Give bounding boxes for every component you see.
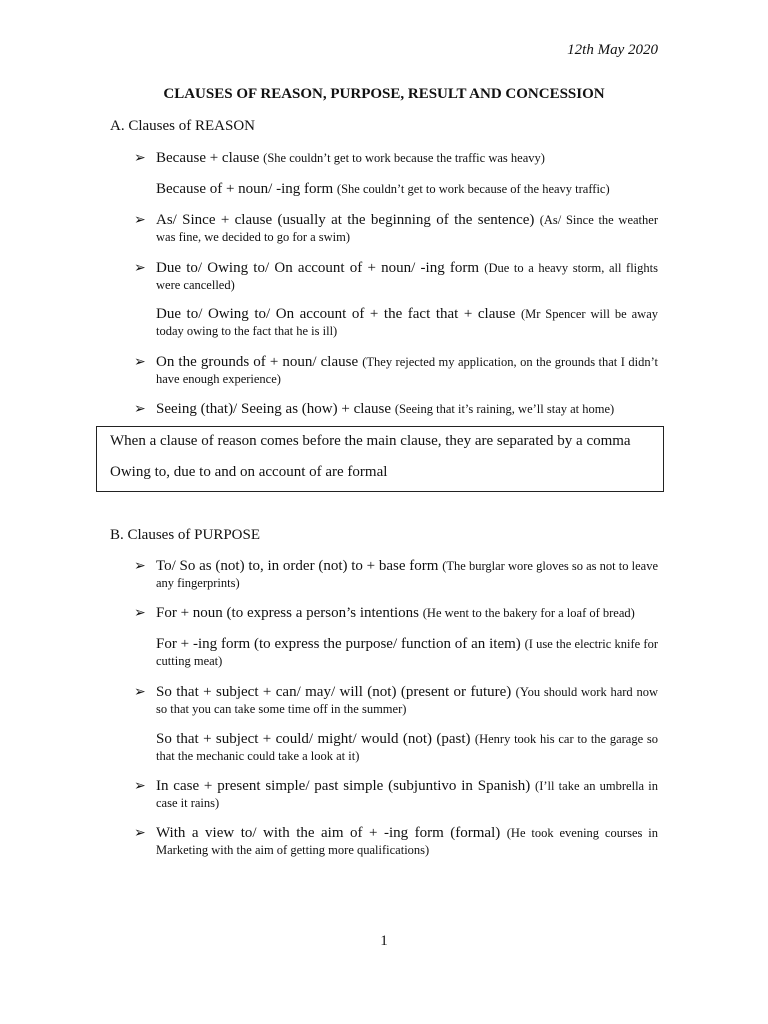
arrowhead-bullet-icon: ➢ bbox=[134, 559, 146, 574]
arrowhead-bullet-icon: ➢ bbox=[134, 826, 146, 841]
reason-item-due-to-fact bbox=[156, 306, 658, 340]
purpose-item-to-so-as bbox=[156, 558, 658, 592]
item-example: (He took evening courses in Marketing with the aim of getting more qualifications) bbox=[156, 826, 658, 857]
item-rule: On the grounds of + noun/ clause bbox=[156, 354, 359, 370]
purpose-item-in-case bbox=[156, 778, 658, 812]
arrowhead-bullet-icon: ➢ bbox=[134, 685, 146, 700]
purpose-item-for-ing bbox=[156, 636, 658, 670]
item-example: (Henry took his car to the garage so that the mechanic could take a look at it) bbox=[156, 732, 659, 763]
item-rule: So that + subject + can/ may/ will (not) (present or future) bbox=[156, 684, 512, 700]
section-a-heading: A. Clauses of REASON bbox=[110, 118, 255, 134]
note-box bbox=[96, 426, 664, 492]
item-example: (I use the electric knife for cutting meat) bbox=[156, 637, 659, 668]
item-example: (He went to the bakery for a loaf of bread) bbox=[422, 606, 635, 620]
item-example: (You should work hard now so that you can take some time off in the summer) bbox=[156, 685, 658, 716]
reason-item-as-since bbox=[156, 212, 658, 246]
arrowhead-bullet-icon: ➢ bbox=[134, 213, 146, 228]
item-example: (They rejected my application, on the grounds that I didn’t have enough experience) bbox=[156, 355, 659, 386]
item-rule: Seeing (that)/ Seeing as (how) + clause bbox=[156, 401, 392, 417]
purpose-item-for-noun bbox=[156, 605, 658, 622]
item-example: (Seeing that it’s raining, we’ll stay at home) bbox=[394, 402, 615, 416]
page-number: 1 bbox=[380, 933, 388, 949]
section-b-heading: B. Clauses of PURPOSE bbox=[110, 527, 261, 543]
item-rule: Due to/ Owing to/ On account of + the fact that + clause bbox=[156, 306, 516, 322]
document-title: CLAUSES OF REASON, PURPOSE, RESULT AND CONCESSION bbox=[163, 86, 605, 102]
arrowhead-bullet-icon: ➢ bbox=[134, 355, 146, 370]
note-line: Owing to, due to and on account of are formal bbox=[110, 464, 388, 480]
item-rule: To/ So as (not) to, in order (not) to + base form bbox=[156, 558, 439, 574]
item-rule: With a view to/ with the aim of + -ing form (formal) bbox=[156, 825, 501, 841]
arrowhead-bullet-icon: ➢ bbox=[134, 261, 146, 276]
purpose-item-with-a-view bbox=[156, 825, 658, 859]
item-rule: Because of + noun/ -ing form bbox=[156, 181, 334, 197]
purpose-item-so-that-past bbox=[156, 731, 658, 765]
reason-item-grounds bbox=[156, 354, 658, 388]
item-rule: So that + subject + could/ might/ would (not) (past) bbox=[156, 731, 471, 747]
arrowhead-bullet-icon: ➢ bbox=[134, 151, 146, 166]
note-line: When a clause of reason comes before the main clause, they are separated by a comma bbox=[110, 433, 631, 449]
reason-item-because-of bbox=[156, 181, 658, 198]
arrowhead-bullet-icon: ➢ bbox=[134, 779, 146, 794]
item-example: (The burglar wore gloves so as not to leave any fingerprints) bbox=[156, 559, 658, 590]
item-rule: In case + present simple/ past simple (subjuntivo in Spanish) bbox=[156, 778, 531, 794]
item-rule: As/ Since + clause (usually at the beginning of the sentence) bbox=[156, 212, 535, 228]
item-rule: Because + clause bbox=[156, 150, 260, 166]
arrowhead-bullet-icon: ➢ bbox=[134, 606, 146, 621]
purpose-item-so-that-present bbox=[156, 684, 658, 718]
item-example: (She couldn’t get to work because of the heavy traffic) bbox=[336, 182, 610, 196]
item-example: (She couldn’t get to work because the traffic was heavy) bbox=[263, 151, 545, 165]
item-rule: For + -ing form (to express the purpose/ function of an item) bbox=[156, 636, 521, 652]
item-example: (Due to a heavy storm, all flights were cancelled) bbox=[156, 261, 658, 292]
arrowhead-bullet-icon: ➢ bbox=[134, 402, 146, 417]
document-date: 12th May 2020 bbox=[567, 42, 658, 58]
item-example: (Mr Spencer will be away today owing to the fact that he is ill) bbox=[156, 307, 658, 338]
item-example: (As/ Since the weather was fine, we decided to go for a swim) bbox=[156, 213, 658, 244]
item-rule: Due to/ Owing to/ On account of + noun/ -ing form bbox=[156, 260, 480, 276]
reason-item-because bbox=[156, 150, 658, 167]
reason-item-seeing bbox=[156, 401, 658, 418]
item-example: (I’ll take an umbrella in case it rains) bbox=[156, 779, 658, 810]
item-rule: For + noun (to express a person’s intentions bbox=[156, 605, 420, 621]
reason-item-due-to bbox=[156, 260, 658, 294]
